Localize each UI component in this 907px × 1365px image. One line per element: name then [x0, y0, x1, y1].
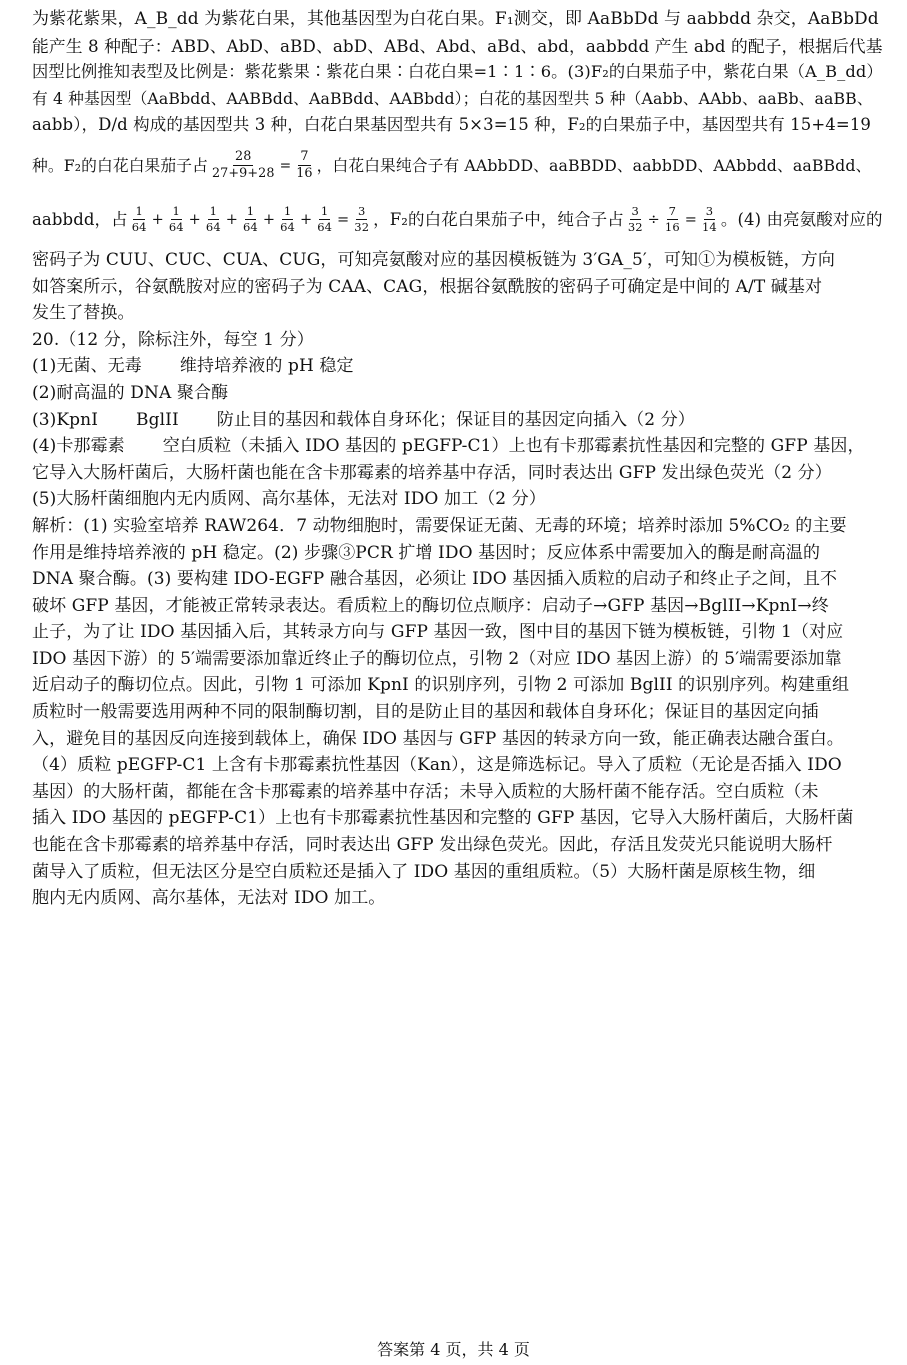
answer-line: (5)大肠杆菌细胞内无内质网、高尔基体，无法对 IDO 加工（2 分）: [32, 489, 546, 510]
page-footer: 答案第 4 页，共 4 页: [377, 1340, 530, 1359]
plus-sign: +: [262, 211, 276, 228]
analysis-line: 也能在含卡那霉素的培养基中存活，同时表达出 GFP 发出绿色荧光。因此，存活且发荧光只能说明大肠杆: [32, 835, 833, 856]
analysis-line: 入，避免目的基因反向连接到载体上，确保 IDO 基因与 GFP 基因的转录方向一致，能正确表达融合蛋白。: [32, 728, 844, 749]
fraction: [130, 203, 149, 235]
answer-part: 空白质粒（未插入 IDO 基因的 pEGFP-C1）上也有卡那霉素抗性基因和完整的 GFP 基因，: [162, 436, 865, 457]
analysis-line: DNA 聚合酶。(3) 要构建 IDO-EGFP 融合基因，必须让 IDO 基因插入质粒的启动子和终止子之间，且不: [32, 569, 838, 590]
analysis-line: （4）质粒 pEGFP-C1 上含有卡那霉素抗性基因（Kan），这是筛选标记。导入了质粒（无论是否插入 IDO: [32, 755, 842, 776]
text-segment: ，F₂的白花白果茄子中，纯合子占: [373, 209, 624, 229]
analysis-line: 基因）的大肠杆菌，都能在含卡那霉素的培养基中存活；未导入质粒的大肠杆菌不能存活。空白质粒（未: [32, 781, 819, 802]
analysis-line: 菌导入了质粒，但无法区分是空白质粒还是插入了 IDO 基因的重组质粒。（5）大肠杆菌是原核生物，细: [32, 861, 816, 882]
answer-line: 它导入大肠杆菌后，大肠杆菌也能在含卡那霉素的培养基中存活，同时表达出 GFP 发出绿色荧光（2 分）: [32, 462, 832, 483]
answer-page: [32, 6, 883, 912]
analysis-line: 解析：(1) 实验室培养 RAW264．7 动物细胞时，需要保证无菌、无毒的环境；培养时添加 5%CO₂ 的主要: [32, 515, 847, 536]
fraction-numerator: 7: [298, 151, 310, 167]
fraction-denominator: 64: [317, 220, 333, 235]
text-segment: 种。F₂的白花白果茄子占: [32, 155, 208, 175]
answer-part: BglII: [136, 409, 179, 430]
analysis-line: 插入 IDO 基因的 pEGFP-C1）上也有卡那霉素抗性基因和完整的 GFP 基因，它导入大肠杆菌后，大肠杆菌: [32, 808, 854, 829]
text-segment: 。(4) 由亮氨酸对应的: [720, 209, 883, 229]
fraction-denominator: 14: [702, 220, 717, 235]
answer-part: (1)无菌、无毒: [32, 356, 142, 377]
fraction: [294, 148, 314, 182]
fraction-numerator: 1: [245, 206, 256, 221]
fraction-denominator: 32: [354, 220, 370, 235]
analysis-line: 止子，为了让 IDO 基因插入后，其转录方向与 GFP 基因一致，图中目的基因下链为模板链，引物 1（对应: [32, 622, 844, 643]
fraction-line-homozygote-ratio: [32, 193, 883, 247]
fraction-denominator: 64: [205, 220, 221, 235]
divide-sign: ÷: [647, 211, 660, 228]
fraction-numerator: 7: [667, 206, 678, 221]
text-line: 有 4 种基因型（AaBbdd、AABBdd、AaBBdd、AABbdd）；白花的基因型共 5 种（Aabb、AAbb、aaBb、aaBB、: [32, 88, 873, 108]
plus-sign: +: [225, 211, 239, 228]
question-heading: 20.（12 分，除标注外，每空 1 分）: [32, 329, 314, 350]
text-line: 如答案所示，谷氨酰胺对应的密码子为 CAA、CAG，根据谷氨酰胺的密码子可确定是中间的 A/T 碱基对: [32, 276, 823, 297]
text-line: 密码子为 CUU、CUC、CUA、CUG，可知亮氨酸对应的基因模板链为 3′GA_5′，可知①为模板链，方向: [32, 249, 835, 270]
fraction-line-white-flower-ratio: [32, 139, 883, 193]
fraction-numerator: 1: [319, 206, 330, 221]
answer-line: [32, 433, 883, 460]
text-line: 能产生 8 种配子：ABD、AbD、aBD、abD、ABd、Abd、aBd、abd，aabbdd 产生 abd 的配子，根据后代基: [32, 35, 883, 56]
fraction: [626, 203, 645, 235]
answer-line: (2)耐高温的 DNA 聚合酶: [32, 382, 229, 403]
fraction-denominator: 64: [280, 220, 295, 235]
fraction: [315, 203, 334, 235]
analysis-line: 胞内无内质网、高尔基体，无法对 IDO 加工。: [32, 888, 386, 909]
equals-sign: =: [684, 211, 697, 228]
fraction-numerator: 1: [282, 206, 293, 221]
fraction-denominator: 16: [664, 220, 680, 235]
fraction-numerator: 3: [356, 206, 367, 221]
fraction-denominator: 32: [627, 220, 643, 235]
fraction-denominator: 27+9+28: [211, 166, 275, 182]
fraction: [352, 203, 371, 235]
plus-sign: +: [151, 211, 164, 228]
fraction: [700, 203, 719, 235]
text-line: 因型比例推知表型及比例是：紫花紫果∶紫花白果∶白花白果=1∶1∶6。(3)F₂的白果茄子中，紫花白果（A_B_dd）: [32, 62, 883, 82]
answer-line: [32, 353, 883, 380]
analysis-line: 近启动子的酶切位点。因此，引物 1 可添加 KpnI 的识别序列，引物 2 可添加 BglII 的识别序列。构建重组: [32, 675, 850, 696]
plus-sign: +: [299, 211, 313, 228]
fraction-numerator: 3: [704, 206, 715, 221]
answer-part: (4)卡那霉素: [32, 436, 125, 457]
equals-sign: =: [337, 211, 350, 228]
fraction: [278, 203, 297, 235]
fraction: [204, 203, 223, 235]
answer-part: 维持培养液的 pH 稳定: [179, 356, 354, 377]
analysis-line: IDO 基因下游）的 5′端需要添加靠近终止子的酶切位点，引物 2（对应 IDO 基因上游）的 5′端需要添加靠: [32, 648, 842, 669]
analysis-line: 质粒时一般需要选用两种不同的限制酶切割，目的是防止目的基因和载体自身环化；保证目的基因定向插: [32, 702, 819, 723]
fraction-denominator: 64: [243, 220, 258, 235]
answer-part: (3)KpnI: [32, 409, 99, 430]
text-line: 发生了替换。: [32, 303, 135, 324]
fraction-numerator: 1: [133, 206, 144, 221]
fraction-denominator: 64: [168, 220, 184, 235]
fraction-numerator: 3: [630, 206, 641, 221]
text-segment: aabbdd，占: [32, 209, 128, 229]
answer-part: 防止目的基因和载体自身环化；保证目的基因定向插入（2 分）: [216, 409, 695, 430]
plus-sign: +: [188, 211, 201, 228]
fraction-denominator: 64: [131, 220, 147, 235]
text-segment: ，白花白果纯合子有 AAbbDD、aaBBDD、aabbDD、AAbbdd、aaBBdd、: [316, 155, 872, 175]
analysis-line: 破坏 GFP 基因，才能被正常转录表达。看质粒上的酶切位点顺序：启动子→GFP 基因→BglII→KpnI→终: [32, 595, 829, 616]
fraction-denominator: 16: [296, 166, 313, 182]
fraction: [167, 203, 186, 235]
fraction: [241, 203, 260, 235]
answer-line: [32, 407, 883, 434]
fraction: [210, 148, 277, 182]
equals-sign: =: [279, 157, 292, 174]
text-line: aabb），D/d 构成的基因型共 3 种，白花白果基因型共有 5×3=15 种，F₂的白果茄子中，基因型共有 15+4=19: [32, 115, 872, 135]
analysis-line: 作用是维持培养液的 pH 稳定。(2) 步骤③PCR 扩增 IDO 基因时；反应体系中需要加入的酶是耐高温的: [32, 542, 821, 563]
fraction-numerator: 1: [171, 206, 182, 221]
fraction-numerator: 28: [233, 151, 253, 167]
text-line: 为紫花紫果，A_B_dd 为紫花白果，其他基因型为白花白果。F₁测交，即 AaBbDd 与 aabbdd 杂交，AaBbDd: [32, 9, 879, 29]
fraction: [663, 203, 682, 235]
fraction-numerator: 1: [208, 206, 219, 221]
